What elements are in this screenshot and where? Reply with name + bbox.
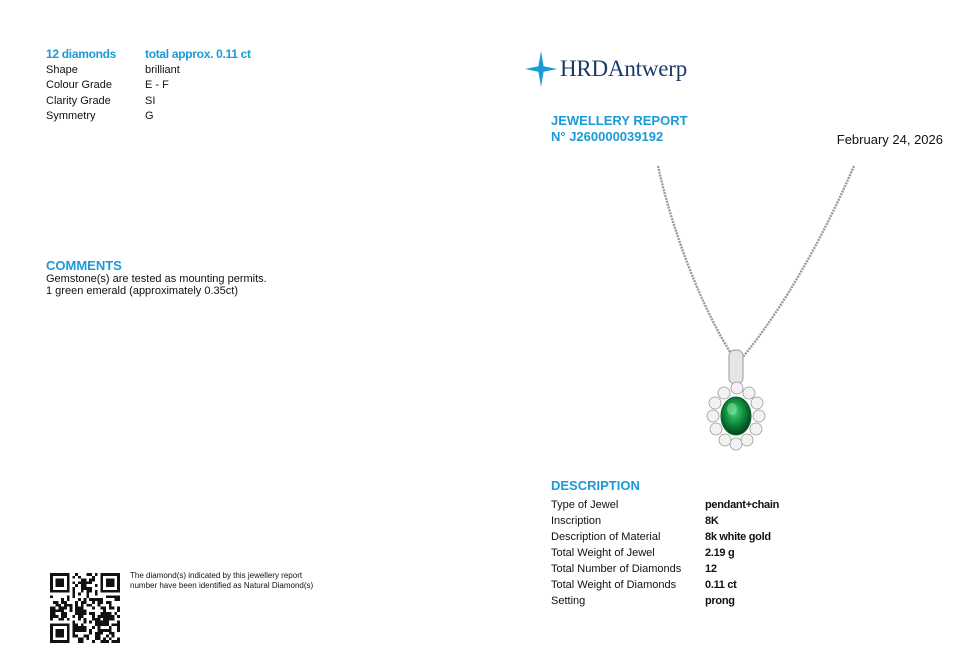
description-title: DESCRIPTION: [551, 478, 640, 493]
diamond-row-value: G: [145, 110, 154, 122]
description-row-label: Type of Jewel: [551, 499, 619, 511]
qr-modules: [50, 573, 120, 643]
diamond-total-weight: total approx. 0.11 ct: [145, 47, 251, 61]
natural-diamond-note: The diamond(s) indicated by this jewellery report number have been identified as Natural Diamond(s): [130, 571, 314, 590]
report-number: N° J260000039192: [551, 129, 664, 144]
description-row-label: Setting: [551, 595, 586, 607]
description-row-value: 12: [705, 563, 717, 575]
four-point-star-icon: [524, 50, 558, 88]
description-row-value: 8k white gold: [705, 531, 771, 543]
diamond-row-value: E - F: [145, 79, 169, 91]
description-row-value: 0.11 ct: [705, 579, 737, 591]
diamond-count: 12 diamonds: [46, 47, 117, 61]
description-row: [551, 561, 779, 577]
description-row: [551, 593, 779, 609]
description-row-value: pendant+chain: [705, 499, 780, 511]
description-row: [551, 577, 779, 593]
diamond-row-label: Colour Grade: [46, 79, 113, 91]
description-row: [551, 497, 779, 513]
diamond-row: [46, 63, 251, 79]
description-row: [551, 513, 779, 529]
description-row-value: prong: [705, 595, 735, 607]
description-row: [551, 529, 779, 545]
comment-line: Gemstone(s) are tested as mounting permits.: [46, 273, 267, 285]
description-section: [551, 478, 779, 609]
description-row-label: Total Number of Diamonds: [551, 563, 682, 575]
report-date: February 24, 2026: [836, 132, 943, 147]
description-row-label: Description of Material: [551, 531, 661, 543]
diamond-summary: [46, 47, 251, 63]
diamond-row-value: SI: [145, 94, 156, 107]
description-row-label: Total Weight of Jewel: [551, 547, 655, 559]
diamond-row: [46, 109, 251, 125]
pendant-photo: [592, 160, 892, 470]
description-row: [551, 545, 779, 561]
description-row-label: Inscription: [551, 515, 602, 527]
comments-title: COMMENTS: [46, 258, 122, 273]
report-header: [551, 113, 688, 145]
diamond-row: [46, 78, 251, 94]
description-row-value: 2.19 g: [705, 547, 735, 559]
comment-line: 1 green emerald (approximately 0.35ct): [46, 285, 238, 297]
diamond-row: [46, 94, 251, 110]
diamond-row-label: Clarity Grade: [46, 94, 111, 107]
description-row-value: 8K: [705, 515, 719, 527]
diamond-details: [46, 47, 251, 125]
diamond-row-label: Symmetry: [46, 110, 96, 122]
comments-section: [46, 258, 267, 297]
logo-text: HRDAntwerp: [560, 56, 688, 81]
diamond-row-label: Shape: [46, 63, 78, 76]
hrd-antwerp-logo: [524, 50, 687, 88]
description-row-label: Total Weight of Diamonds: [551, 579, 677, 591]
diamond-row-value: brilliant: [145, 63, 180, 76]
report-title: JEWELLERY REPORT: [551, 113, 688, 128]
qr-code-icon[interactable]: [50, 573, 120, 643]
